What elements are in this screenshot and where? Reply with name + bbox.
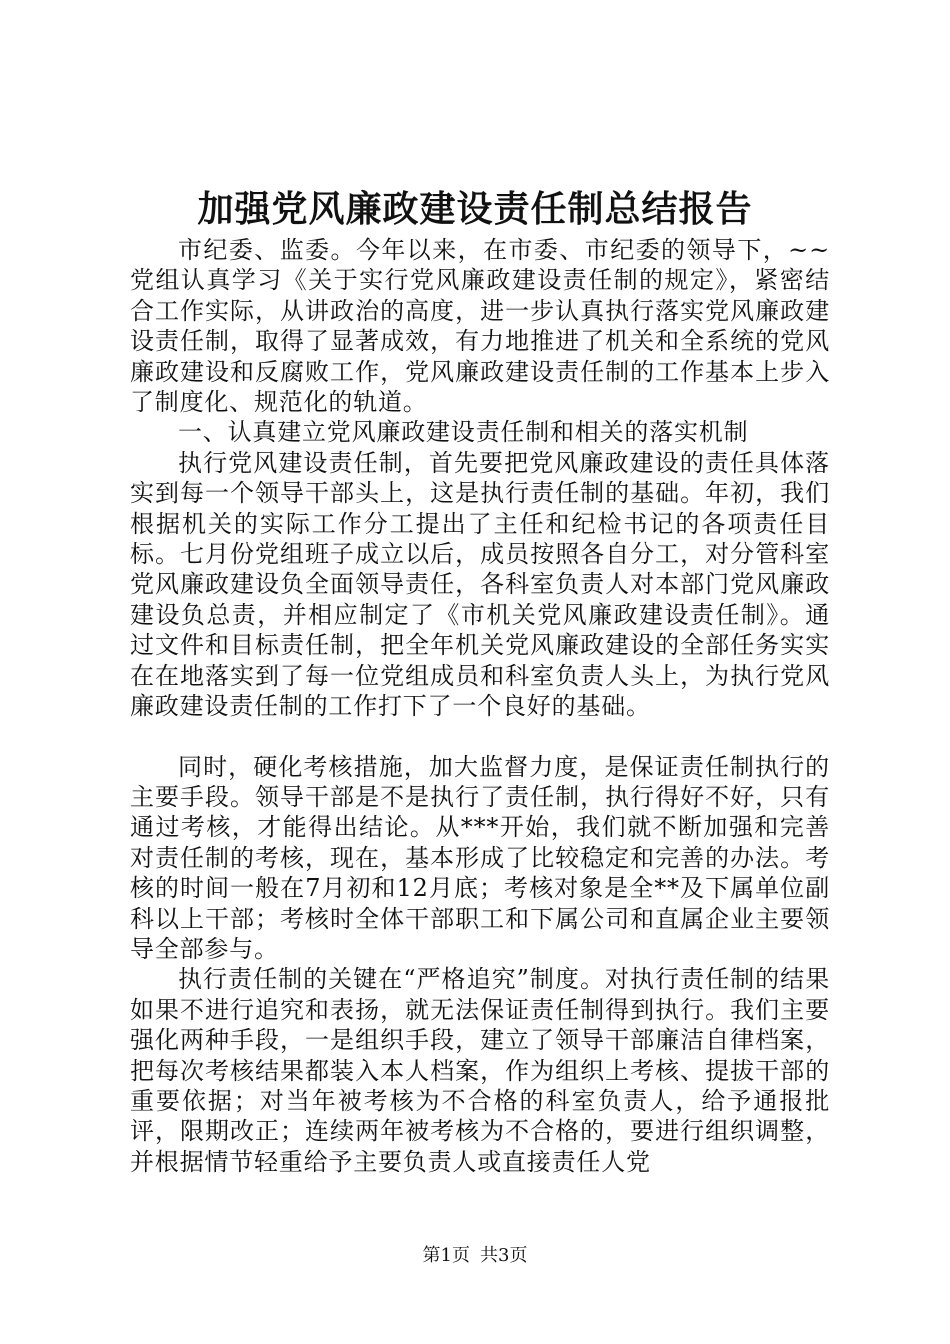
intro-paragraph: 市纪委、监委。今年以来，在市委、市纪委的领导下，~~党组认真学习《关于实行党风廉政建设责任制的规定》，紧密结合工作实际，从讲政治的高度，进一步认真执行落实党风廉政建设责任制，取得了显著成效，有力地推进了机关和全系统的党风廉政建设和反腐败工作，党风廉政建设责任制的工作基本上步入了制度化、规范化的轨道。 — [130, 236, 830, 417]
body-paragraph: 同时，硬化考核措施，加大监督力度，是保证责任制执行的主要手段。领导干部是不是执行了责任制，执行得好不好，只有通过考核，才能得出结论。从***开始，我们就不断加强和完善对责任制的考核，现在，基本形成了比较稳定和完善的办法。考核的时间一般在7月初和12月底；考核对象是全**及下属单位副科以上干部；考核时全体干部职工和下属公司和直属企业主要领导全部参与。 — [130, 752, 830, 963]
page-total: 共3页 — [480, 1245, 528, 1266]
page-number: 第1页 — [422, 1245, 470, 1266]
page-footer — [0, 1245, 950, 1267]
document-title: 加强党风廉政建设责任制总结报告 — [197, 188, 753, 230]
document-body — [130, 235, 830, 1177]
section-heading-1: 一、认真建立党风廉政建设责任制和相关的落实机制 — [178, 418, 749, 447]
body-paragraph: 执行责任制的关键在“严格追究”制度。对执行责任制的结果如果不进行追究和表扬，就无法保证责任制得到执行。我们主要强化两种手段，一是组织手段，建立了领导干部廉洁自律档案，把每次考核结果都装入本人档案，作为组织上考核、提拔干部的重要依据；对当年被考核为不合格的科室负责人，给予通报批评，限期改正；连续两年被考核为不合格的，要进行组织调整，并根据情节轻重给予主要负责人或直接责任人党 — [130, 965, 830, 1176]
body-paragraph: 执行党风建设责任制，首先要把党风廉政建设的责任具体落实到每一个领导干部头上，这是执行责任制的基础。年初，我们根据机关的实际工作分工提出了主任和纪检书记的各项责任目标。七月份党组班子成立以后，成员按照各自分工，对分管科室党风廉政建设负全面领导责任，各科室负责人对本部门党风廉政建设负总责，并相应制定了《市机关党风廉政建设责任制》。通过文件和目标责任制，把全年机关党风廉政建设的全部任务实实在在地落实到了每一位党组成员和科室负责人头上，为执行党风廉政建设责任制的工作打下了一个良好的基础。 — [130, 448, 830, 721]
